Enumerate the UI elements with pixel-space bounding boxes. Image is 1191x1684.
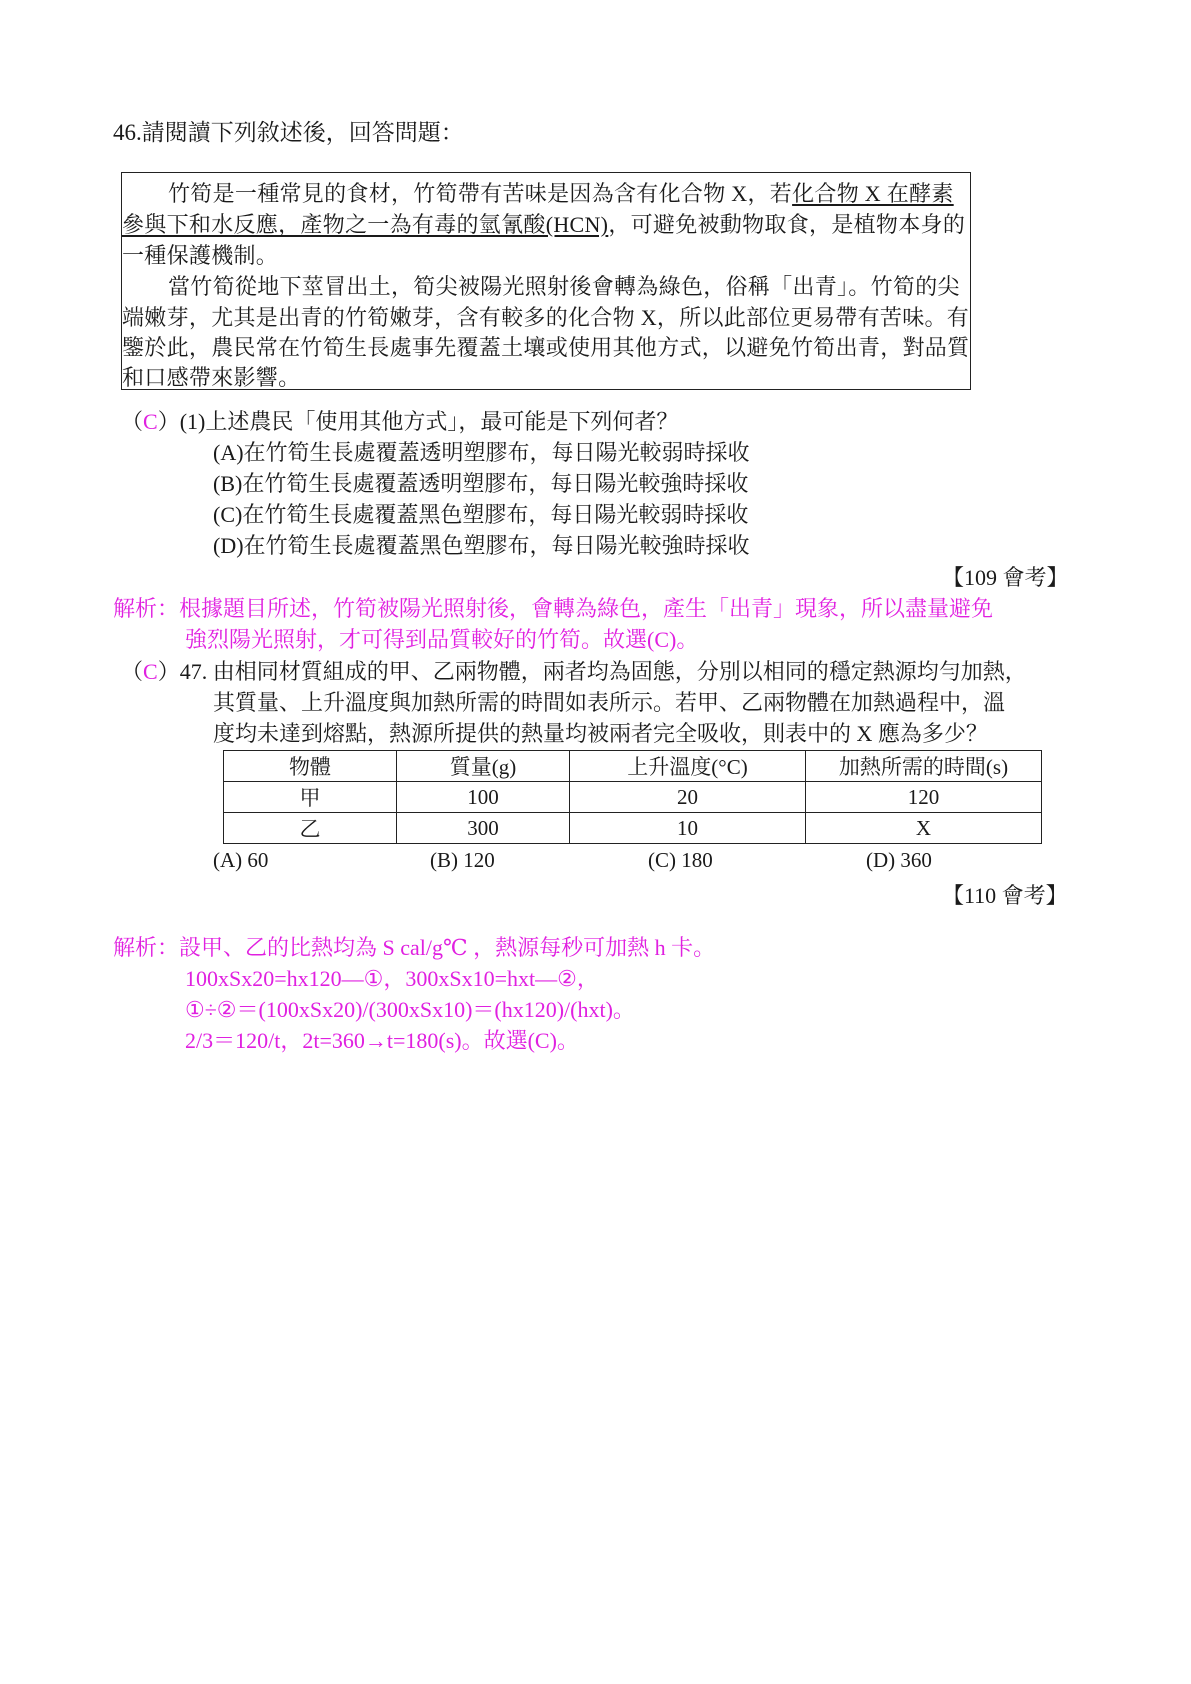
question-text: (1)上述農民「使用其他方式」，最可能是下列何者？ bbox=[179, 409, 679, 434]
explanation-47-line2: 100xSx20=hx120—①，300xSx10=hxt—②， bbox=[185, 966, 599, 991]
table-header: 物體 bbox=[224, 751, 397, 782]
choice-b: (B) 120 bbox=[430, 848, 495, 872]
passage-line: 鑒於此，農民常在竹筍生長處事先覆蓋土壤或使用其他方式，以避免竹筍出青，對品質 bbox=[122, 335, 970, 360]
question-number: 47. bbox=[179, 659, 208, 684]
question-47-line3: 度均未達到熔點，熱源所提供的熱量均被兩者完全吸收，則表中的 X 應為多少？ bbox=[213, 721, 988, 746]
table-header: 加熱所需的時間(s) bbox=[806, 751, 1042, 782]
table-header: 上升溫度(°C) bbox=[570, 751, 806, 782]
passage-line: 和口感帶來影響。 bbox=[122, 365, 301, 390]
reading-passage-box bbox=[121, 172, 971, 390]
passage-text: ，可避免被動物取食，是植物本身的 bbox=[608, 212, 966, 237]
option-d: (D)在竹筍生長處覆蓋黑色塑膠布，每日陽光較強時採收 bbox=[213, 533, 750, 558]
explanation-47 bbox=[113, 931, 715, 962]
explanation-46 bbox=[113, 592, 993, 623]
question-47 bbox=[121, 655, 1027, 686]
passage-text: 竹筍是一種常見的食材，竹筍帶有苦味是因為含有化合物 X，若 bbox=[168, 181, 793, 206]
explanation-text: 設甲、乙的比熱均為 S cal/g℃ ，熱源每秒可加熱 h 卡。 bbox=[179, 935, 716, 960]
answer-mark: C bbox=[143, 409, 158, 434]
answer-paren-open: （ bbox=[121, 409, 144, 434]
answer-paren-open: （ bbox=[121, 659, 144, 684]
data-table bbox=[223, 750, 1042, 844]
explanation-label: 解析： bbox=[113, 596, 180, 621]
passage-line: 一種保護機制。 bbox=[122, 243, 279, 268]
table-cell: 10 bbox=[570, 813, 806, 844]
explanation-text: 根據題目所述，竹筍被陽光照射後，會轉為綠色，產生「出青」現象，所以盡量避免 bbox=[179, 596, 994, 621]
option-c: (C)在竹筍生長處覆蓋黑色塑膠布，每日陽光較弱時採收 bbox=[213, 502, 749, 527]
table-cell: 20 bbox=[570, 782, 806, 813]
passage-underlined-text: 參與下和水反應，產物之一為有毒的氫氰酸(HCN) bbox=[122, 212, 609, 237]
table-row bbox=[224, 782, 1042, 813]
question-text: 由相同材質組成的甲、乙兩物體，兩者均為固態，分別以相同的穩定熱源均勻加熱， bbox=[212, 659, 1027, 684]
table-header-row bbox=[224, 751, 1042, 782]
table-row bbox=[224, 813, 1042, 844]
passage-underlined-text: 化合物 X 在酵素 bbox=[792, 181, 954, 206]
question-47-line2: 其質量、上升溫度與加熱所需的時間如表所示。若甲、乙兩物體在加熱過程中，溫 bbox=[213, 690, 1006, 715]
answer-mark: C bbox=[143, 659, 158, 684]
sub-question-1 bbox=[121, 405, 678, 436]
passage-line: 當竹筍從地下莖冒出土，筍尖被陽光照射後會轉為綠色，俗稱「出青」。竹筍的尖 bbox=[168, 274, 960, 299]
table-cell: 100 bbox=[397, 782, 570, 813]
explanation-46-line2: 強烈陽光照射，才可得到品質較好的竹筍。故選(C)。 bbox=[185, 627, 699, 652]
explanation-47-line3: ①÷②＝(100xSx20)/(300xSx10)＝(hx120)/(hxt)。 bbox=[185, 997, 635, 1022]
passage-line bbox=[168, 177, 954, 208]
source-label: 【110 會考】 bbox=[942, 883, 1068, 908]
explanation-label: 解析： bbox=[113, 935, 180, 960]
table-header: 質量(g) bbox=[397, 751, 570, 782]
choice-c: (C) 180 bbox=[648, 848, 713, 872]
question-46-title: 46.請閱讀下列敘述後，回答問題： bbox=[113, 120, 464, 145]
answer-paren-close: ） bbox=[157, 409, 180, 434]
table-cell: 乙 bbox=[224, 813, 397, 844]
option-a: (A)在竹筍生長處覆蓋透明塑膠布，每日陽光較弱時採收 bbox=[213, 440, 750, 465]
answer-paren-close: ） bbox=[157, 659, 180, 684]
passage-line: 端嫩芽，尤其是出青的竹筍嫩芽，含有較多的化合物 X，所以此部位更易帶有苦味。有 bbox=[122, 305, 970, 330]
choice-d: (D) 360 bbox=[866, 848, 932, 872]
table-cell: 甲 bbox=[224, 782, 397, 813]
table-cell: 300 bbox=[397, 813, 570, 844]
explanation-47-line4: 2/3＝120/t，2t=360→t=180(s)。故選(C)。 bbox=[185, 1028, 579, 1053]
table-cell: 120 bbox=[806, 782, 1042, 813]
source-label: 【109 會考】 bbox=[942, 565, 1069, 590]
option-b: (B)在竹筍生長處覆蓋透明塑膠布，每日陽光較強時採收 bbox=[213, 471, 749, 496]
passage-line bbox=[122, 208, 965, 239]
table-cell: X bbox=[806, 813, 1042, 844]
choice-a: (A) 60 bbox=[213, 848, 269, 872]
